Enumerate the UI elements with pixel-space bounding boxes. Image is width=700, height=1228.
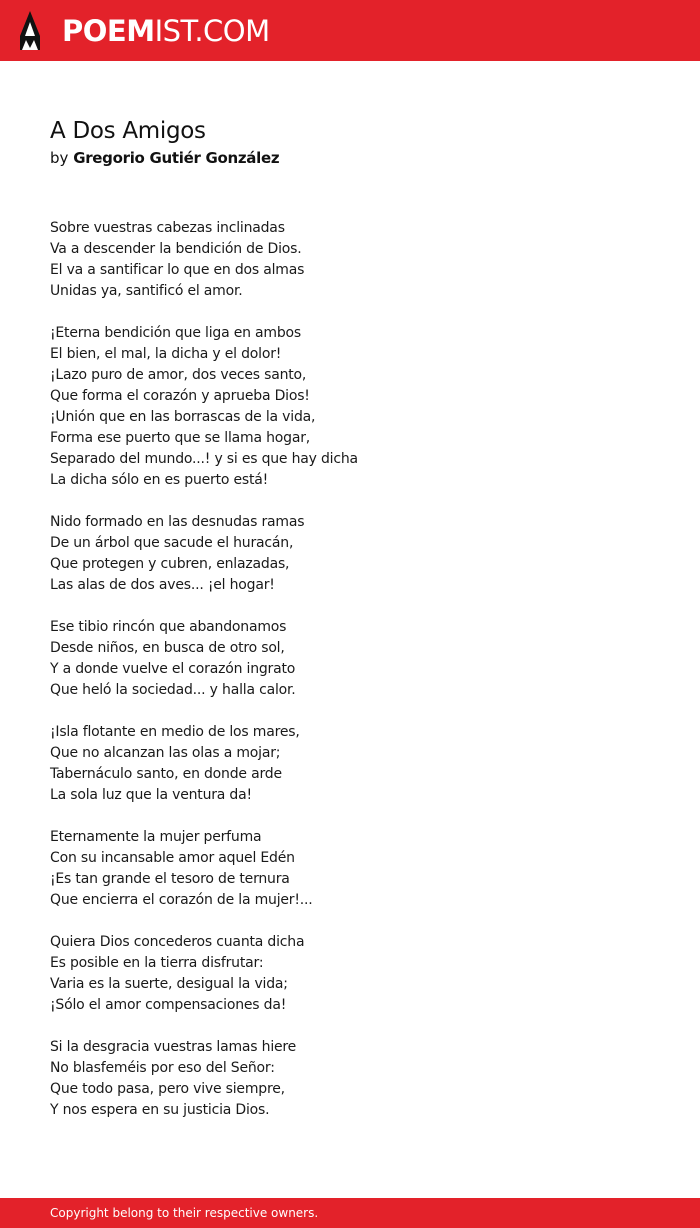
poem-line: Que heló la sociedad... y halla calor. (50, 682, 296, 698)
poem-line: Las alas de dos aves... ¡el hogar! (50, 577, 275, 593)
poem-line: Varia es la suerte, desigual la vida; (50, 976, 288, 992)
poem-body (50, 218, 650, 1142)
logo-bold-text: POEM (62, 14, 155, 48)
logo-light-text: IST.COM (154, 14, 270, 48)
stanza (50, 512, 650, 596)
poem-line: Va a descender la bendición de Dios. (50, 241, 302, 257)
stanza (50, 932, 650, 1016)
poem-line: Sobre vuestras cabezas inclinadas (50, 220, 285, 236)
poem-line: Que encierra el corazón de la mujer!... (50, 892, 313, 908)
poem-line: Nido formado en las desnudas ramas (50, 514, 305, 530)
poem-line: La dicha sólo en es puerto está! (50, 472, 269, 488)
poem-line: ¡Eterna bendición que liga en ambos (50, 325, 302, 341)
poem-line: Y nos espera en su justicia Dios. (50, 1102, 270, 1118)
poem-line: Que todo pasa, pero vive siempre, (50, 1081, 285, 1097)
poem-line: ¡Isla flotante en medio de los mares, (50, 724, 300, 740)
poem-line: Que protegen y cubren, enlazadas, (50, 556, 290, 572)
author-name[interactable]: Gregorio Gutiér González (73, 149, 280, 167)
stanza (50, 827, 650, 911)
stanza (50, 323, 650, 491)
poem-line: La sola luz que la ventura da! (50, 787, 252, 803)
poem-line: No blasfeméis por eso del Señor: (50, 1060, 275, 1076)
poem-line: El va a santificar lo que en dos almas (50, 262, 305, 278)
poem-line: El bien, el mal, la dicha y el dolor! (50, 346, 282, 362)
poem-line: Ese tibio rincón que abandonamos (50, 619, 287, 635)
poem-line: ¡Es tan grande el tesoro de ternura (50, 871, 290, 887)
poem-title: A Dos Amigos (50, 118, 206, 144)
poem-line: Desde niños, en busca de otro sol, (50, 640, 285, 656)
poem-line: Es posible en la tierra disfrutar: (50, 955, 264, 971)
copyright-notice: Copyright belong to their respective owners. (50, 1206, 319, 1220)
poem-line: Forma ese puerto que se llama hogar, (50, 430, 311, 446)
poem-line: Y a donde vuelve el corazón ingrato (50, 661, 296, 677)
by-label: by (50, 149, 69, 167)
pencil-tip-icon[interactable] (18, 10, 42, 50)
stanza (50, 1037, 650, 1121)
poem-line: Unidas ya, santificó el amor. (50, 283, 243, 299)
poem-line: Con su incansable amor aquel Edén (50, 850, 295, 866)
stanza (50, 722, 650, 806)
stanza (50, 617, 650, 701)
poem-line: Si la desgracia vuestras lamas hiere (50, 1039, 297, 1055)
site-footer (0, 1198, 700, 1228)
poem-line: Que no alcanzan las olas a mojar; (50, 745, 281, 761)
poem-line: Que forma el corazón y aprueba Dios! (50, 388, 310, 404)
poem-line: Separado del mundo...! y si es que hay dicha (50, 451, 358, 467)
poem-line: ¡Sólo el amor compensaciones da! (50, 997, 287, 1013)
site-logo[interactable] (62, 11, 270, 51)
poem-line: Eternamente la mujer perfuma (50, 829, 262, 845)
poem-line: De un árbol que sacude el huracán, (50, 535, 294, 551)
poem-line: ¡Unión que en las borrascas de la vida, (50, 409, 316, 425)
poem-line: ¡Lazo puro de amor, dos veces santo, (50, 367, 307, 383)
byline (50, 148, 279, 168)
site-header (0, 0, 700, 61)
poem-line: Tabernáculo santo, en donde arde (50, 766, 282, 782)
stanza (50, 218, 650, 302)
poem-line: Quiera Dios concederos cuanta dicha (50, 934, 305, 950)
